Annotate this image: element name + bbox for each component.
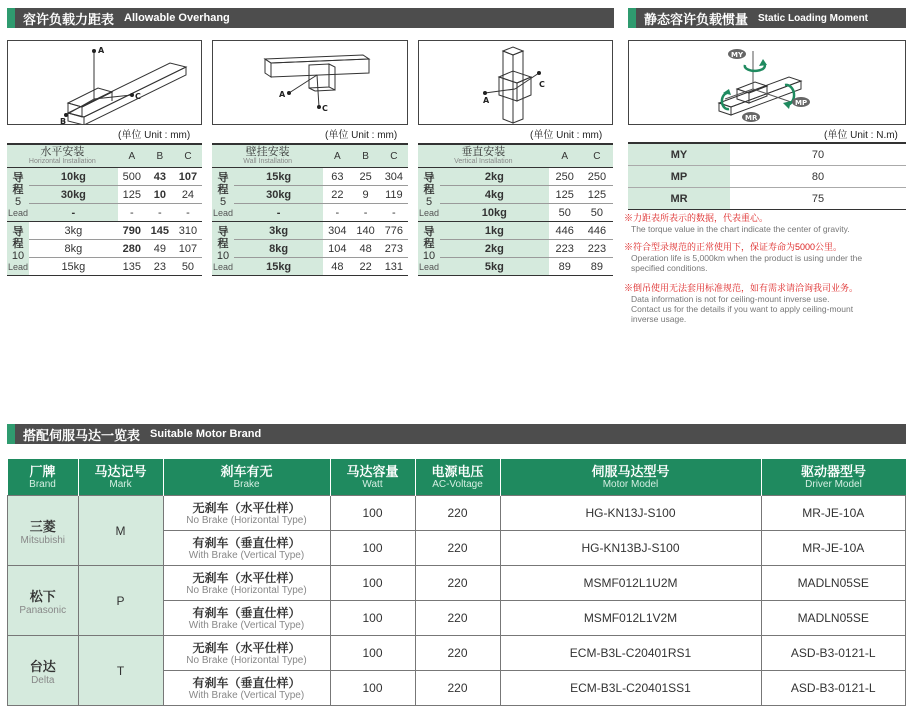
- section-title-zh: 容许负载力距表: [23, 12, 115, 28]
- table-header-row: [418, 144, 613, 168]
- col-header-brand: 厂牌 Brand: [8, 459, 79, 496]
- wall-overhang-table: [212, 143, 408, 276]
- table-row: 30kg 22 9 119: [212, 186, 408, 204]
- table-row: 三菱 Mitsubishi M 无刹车（水平仕样） No Brake (Horizontal Type) 100 220 HG-KN13J-S100 MR-JE-10A: [8, 496, 906, 531]
- motor-brand-table: [7, 459, 906, 706]
- brake-cell: 有刹车（垂直仕样） With Brake (Vertical Type): [163, 531, 330, 566]
- unit-label: (单位 Unit : mm): [530, 130, 603, 141]
- horizontal-install-figure: [7, 40, 202, 125]
- table-row: 导 程 5 Lead 10kg 500 43 107: [7, 168, 202, 186]
- col-header-brake: 刹车有无 Brake: [163, 459, 330, 496]
- brand-cell: 三菱 Mitsubishi: [8, 496, 79, 566]
- table-row: 10kg 50 50: [418, 204, 613, 222]
- brake-cell: 无刹车（水平仕样） No Brake (Horizontal Type): [163, 636, 330, 671]
- note-life: ※符合型录规范的正常使用下，保证寿命为5000公里。 Operation life is 5,000km when the product is using under the specified conditions.: [624, 242, 863, 273]
- label-mp: MP: [795, 99, 808, 107]
- vertical-install-figure: [418, 40, 613, 125]
- install-type-header: 水平安装 Horizontal Installation: [7, 144, 118, 168]
- label-mr: MR: [745, 114, 758, 122]
- lead-10-cell: 导 程 10 Lead: [7, 222, 29, 276]
- col-header-voltage: 电源电压 AC-Voltage: [415, 459, 500, 496]
- wall-actuator-drawing: [213, 41, 407, 124]
- unit-label: (单位 Unit : N.m): [824, 130, 898, 141]
- col-header: C: [380, 144, 408, 168]
- install-type-header: 壁挂安装 Wall Installation: [212, 144, 323, 168]
- mark-cell: T: [78, 636, 163, 706]
- table-row: 导 程 10 Lead 3kg 304 140 776: [212, 222, 408, 240]
- note-ceiling-mount: ※倒吊使用无法套用标准规范，如有需求请洽询我司业务。 Data information is not for ceiling-mount inverse use. Contact us for the details if you want to apply ceiling-mount inverse usage.: [624, 283, 859, 324]
- section-title-zh: 搭配伺服马达一览表: [23, 428, 141, 444]
- unit-label: (单位 Unit : mm): [118, 130, 191, 141]
- table-header-row: [7, 144, 202, 168]
- wall-install-figure: [212, 40, 408, 125]
- table-row: 15kg 48 22 131: [212, 258, 408, 276]
- install-type-header: 垂直安装 Vertical Installation: [418, 144, 549, 168]
- lead-5-cell: 导 程 5 Lead: [212, 168, 234, 222]
- col-header: A: [549, 144, 581, 168]
- moment-actuator-drawing: [629, 41, 905, 124]
- label-a: A: [98, 46, 105, 55]
- brand-cell: 台达 Delta: [8, 636, 79, 706]
- table-row: 30kg 125 10 24: [7, 186, 202, 204]
- table-row: 8kg 280 49 107: [7, 240, 202, 258]
- col-header: A: [323, 144, 351, 168]
- table-row: MY 70: [628, 143, 906, 166]
- col-header-driver-model: 驱动器型号 Driver Model: [761, 459, 906, 496]
- table-row: 导 程 10 Lead 1kg 446 446: [418, 222, 613, 240]
- table-row: 台达 Delta T 无刹车（水平仕样） No Brake (Horizontal Type) 100 220 ECM-B3L-C20401RS1 ASD-B3-0121-L: [8, 636, 906, 671]
- label-my: MY: [731, 51, 744, 59]
- mark-cell: M: [78, 496, 163, 566]
- table-row: MP 80: [628, 166, 906, 188]
- section-title-en: Suitable Motor Brand: [150, 428, 262, 440]
- table-row: 15kg 135 23 50: [7, 258, 202, 276]
- col-header-mark: 马达记号 Mark: [78, 459, 163, 496]
- table-header-row: [212, 144, 408, 168]
- mark-cell: P: [78, 566, 163, 636]
- table-row: - - - -: [212, 204, 408, 222]
- brake-cell: 无刹车（水平仕样） No Brake (Horizontal Type): [163, 496, 330, 531]
- lead-5-cell: 导 程 5 Lead: [418, 168, 440, 222]
- lead-10-cell: 导 程 10 Lead: [418, 222, 440, 276]
- table-row: 5kg 89 89: [418, 258, 613, 276]
- header-accent: [7, 8, 15, 28]
- vertical-actuator-drawing: [419, 41, 612, 124]
- label-b: B: [60, 117, 67, 124]
- brake-cell: 无刹车（水平仕样） No Brake (Horizontal Type): [163, 566, 330, 601]
- lead-5-cell: 导 程 5 Lead: [7, 168, 29, 222]
- table-row: 8kg 104 48 273: [212, 240, 408, 258]
- label-c: C: [539, 80, 545, 89]
- col-header: B: [146, 144, 174, 168]
- overhang-section-header: [7, 8, 614, 28]
- table-row: 有刹车（垂直仕样） With Brake (Vertical Type) 100 220 MSMF012L1V2M MADLN05SE: [8, 601, 906, 636]
- horizontal-overhang-table: [7, 143, 202, 276]
- unit-label: (单位 Unit : mm): [325, 130, 398, 141]
- table-row: 松下 Panasonic P 无刹车（水平仕样） No Brake (Horizontal Type) 100 220 MSMF012L1U2M MADLN05SE: [8, 566, 906, 601]
- table-row: 4kg 125 125: [418, 186, 613, 204]
- col-header: C: [581, 144, 613, 168]
- moment-figure: [628, 40, 906, 125]
- label-a: A: [483, 96, 490, 105]
- table-row: 导 程 5 Lead 15kg 63 25 304: [212, 168, 408, 186]
- brake-cell: 有刹车（垂直仕样） With Brake (Vertical Type): [163, 601, 330, 636]
- table-row: 有刹车（垂直仕样） With Brake (Vertical Type) 100 220 ECM-B3L-C20401SS1 ASD-B3-0121-L: [8, 671, 906, 706]
- note-gravity: ※力距表所表示的数据，代表重心。 The torque value in the chart indicate the center of gravity.: [624, 213, 850, 234]
- table-header-row: [8, 459, 906, 496]
- section-title-en: Allowable Overhang: [124, 12, 230, 24]
- col-header: A: [118, 144, 146, 168]
- section-title-zh: 静态容许负载惯量: [644, 12, 749, 28]
- header-accent: [628, 8, 636, 28]
- section-title-en: Static Loading Moment: [758, 12, 869, 24]
- table-row: - - - -: [7, 204, 202, 222]
- col-header: C: [174, 144, 202, 168]
- horizontal-actuator-drawing: [8, 41, 201, 124]
- header-accent: [7, 424, 15, 444]
- col-header-watt: 马达容量 Watt: [330, 459, 415, 496]
- brand-cell: 松下 Panasonic: [8, 566, 79, 636]
- table-row: 2kg 223 223: [418, 240, 613, 258]
- col-header-motor-model: 伺服马达型号 Motor Model: [500, 459, 761, 496]
- moment-section-header: [628, 8, 906, 28]
- label-c: C: [322, 104, 328, 113]
- brake-cell: 有刹车（垂直仕样） With Brake (Vertical Type): [163, 671, 330, 706]
- label-c: C: [135, 92, 141, 101]
- label-a: A: [279, 90, 286, 99]
- motor-section-header: [7, 424, 906, 444]
- static-moment-table: [628, 142, 906, 210]
- table-row: 导 程 5 Lead 2kg 250 250: [418, 168, 613, 186]
- col-header: B: [351, 144, 379, 168]
- vertical-overhang-table: [418, 143, 613, 276]
- lead-10-cell: 导 程 10 Lead: [212, 222, 234, 276]
- table-row: 有刹车（垂直仕样） With Brake (Vertical Type) 100 220 HG-KN13BJ-S100 MR-JE-10A: [8, 531, 906, 566]
- table-row: 导 程 10 Lead 3kg 790 145 310: [7, 222, 202, 240]
- table-row: MR 75: [628, 188, 906, 210]
